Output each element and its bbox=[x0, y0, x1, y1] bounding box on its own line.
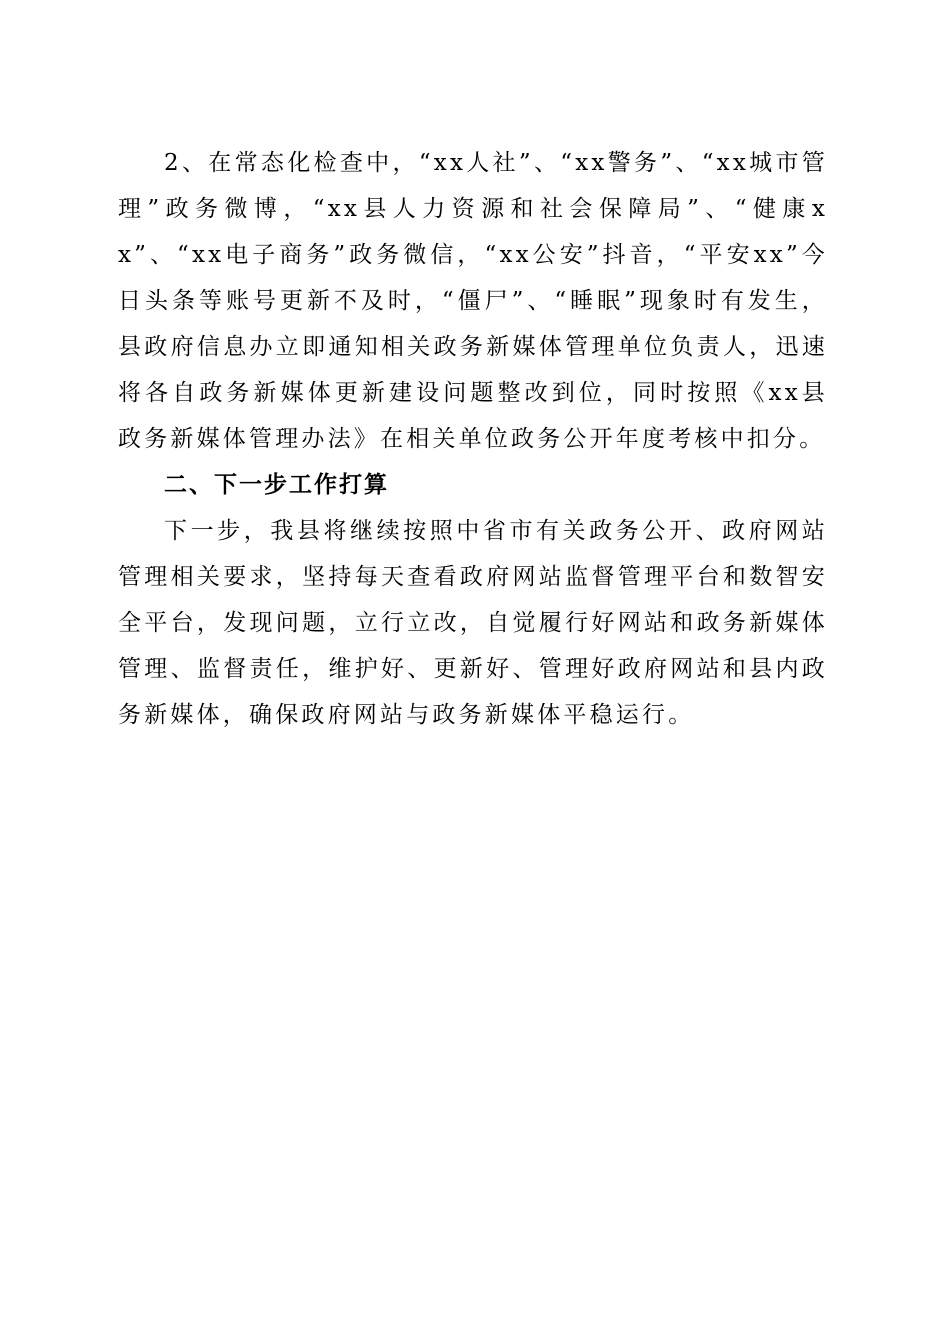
paragraph-inspection-item-2: 2、在常态化检查中，“xx人社”、“xx警务”、“xx城市管理”政务微博，“xx县人力资源和社会保障局”、“健康xx”、“xx电子商务”政务微信，“xx公安”抖音，“平安xx”今日头条等账号更新不及时，“僵尸”、“睡眠”现象时有发生，县政府信息办立即通知相关政务新媒体管理单位负责人，迅速将各自政务新媒体更新建设问题整改到位，同时按照《xx县政务新媒体管理办法》在相关单位政务公开年度考核中扣分。 bbox=[118, 150, 828, 452]
document-body bbox=[118, 140, 828, 738]
paragraph-next-steps: 下一步，我县将继续按照中省市有关政务公开、政府网站管理相关要求，坚持每天查看政府网站监督管理平台和数智安全平台，发现问题，立行立改，自觉履行好网站和政务新媒体管理、监督责任，维护好、更新好、管理好政府网站和县内政务新媒体，确保政府网站与政务新媒体平稳运行。 bbox=[118, 518, 828, 728]
section-heading-next-steps: 二、下一步工作打算 bbox=[164, 472, 389, 498]
